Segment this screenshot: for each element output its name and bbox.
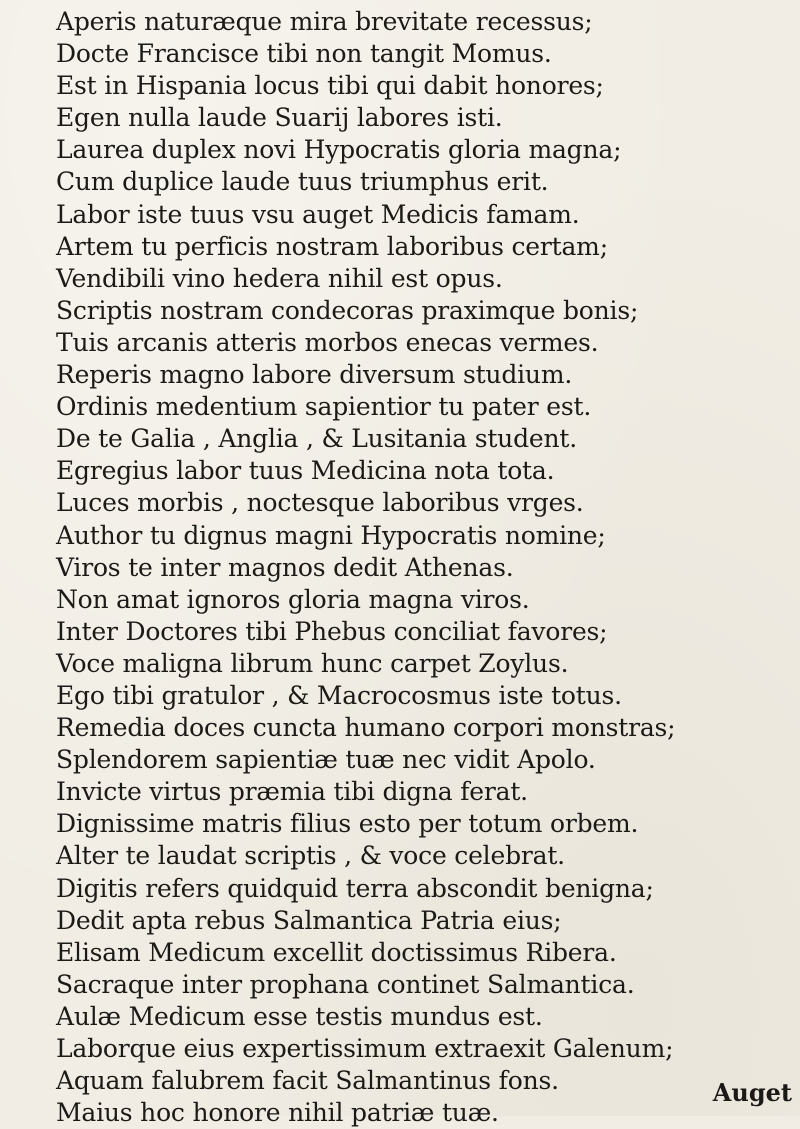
verse-line: Aulæ Medicum esse testis mundus est. [56,1001,543,1031]
verse-line: Labor iste tuus vsu auget Medicis famam. [56,199,580,229]
verse-line: Sacraque inter prophana continet Salmantica. [56,969,635,999]
verse-line: Maius hoc honore nihil patriæ tuæ. [56,1098,499,1128]
verse-line: Dedit apta rebus Salmantica Patria eius; [56,905,562,935]
verse-line: Docte Francisce tibi non tangit Momus. [56,39,552,69]
verse-line: Egregius labor tuus Medicina nota tota. [56,456,555,486]
verse-line: Laborque eius expertissimum extraexit Galenum; [56,1034,674,1063]
verse-line: Est in Hispania locus tibi qui dabit honores; [56,71,604,101]
verse-line: Dignissime matris filius esto per totum orbem. [56,809,639,839]
verse-line: Scriptis nostram condecoras praximque bonis; [56,295,639,325]
verse-line: Author tu dignus magni Hypocratis nomine; [56,520,606,550]
verse-line: Elisam Medicum excellit doctissimus Ribera. [56,937,617,967]
verse-line: De te Galia , Anglia , & Lusitania student. [56,424,577,454]
verse-line: Voce maligna librum hunc carpet Zoylus. [56,648,569,678]
verse-line: Artem tu perficis nostram laboribus certam; [56,231,608,261]
verse-line: Aquam falubrem facit Salmantinus fons. [56,1066,559,1096]
verse-line: Viros te inter magnos dedit Athenas. [56,552,514,582]
verse-line: Inter Doctores tibi Phebus conciliat favores; [56,616,608,646]
verse-line: Aperis naturæque mira brevitate recessus; [56,7,593,36]
verse-line: Tuis arcanis atteris morbos enecas vermes. [56,327,599,357]
poem-text [56,6,796,1129]
verse-line: Cum duplice laude tuus triumphus erit. [56,167,549,197]
verse-line: Vendibili vino hedera nihil est opus. [56,263,503,293]
verse-line: Egen nulla laude Suarij labores isti. [56,103,503,133]
verse-line: Digitis refers quidquid terra abscondit benigna; [56,873,654,903]
verse-line: Laurea duplex novi Hypocratis gloria magna; [56,135,622,165]
verse-line: Alter te laudat scriptis , & voce celebrat. [56,841,565,871]
verse-line: Non amat ignoros gloria magna viros. [56,584,530,614]
verse-line: Invicte virtus præmia tibi digna ferat. [56,777,528,807]
verse-line: Splendorem sapientiæ tuæ nec vidit Apolo. [56,745,596,775]
catchword: Auget [712,1078,792,1107]
verse-line: Remedia doces cuncta humano corpori monstras; [56,713,676,743]
verse-line: Ordinis medentium sapientior tu pater est. [56,392,592,422]
verse-line: Ego tibi gratulor , & Macrocosmus iste totus. [56,680,622,710]
verse-line: Reperis magno labore diversum studium. [56,360,573,390]
verse-line: Luces morbis , noctesque laboribus vrges. [56,488,584,518]
